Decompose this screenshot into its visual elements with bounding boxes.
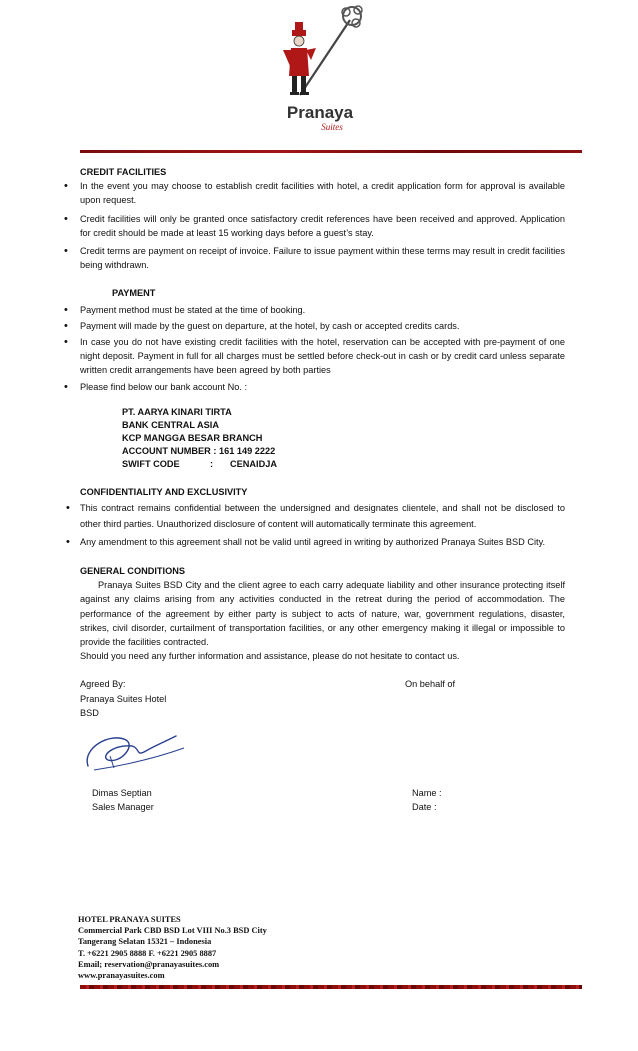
footer-address: Commercial Park CBD BSD Lot VIII No.3 BSD City — [78, 926, 267, 936]
general-conditions — [80, 564, 565, 663]
swift-label: SWIFT CODE — [122, 458, 180, 469]
footer-phone: T. +6221 2905 8888 F. +6221 2905 8887 — [78, 948, 217, 958]
swift-value: CENAIDJA — [230, 458, 277, 469]
hotel-name: Pranaya Suites Hotel — [80, 693, 167, 704]
list-item: • Any amendment to this agreement shall not be valid until agreed in writing by authorized Pranaya Suites BSD City. — [80, 534, 565, 550]
hotel-logo — [270, 0, 370, 135]
signature-scribble — [80, 726, 190, 776]
client-name-label: Name : — [412, 788, 442, 798]
footer-hotel-name: HOTEL PRANAYA SUITES — [78, 915, 181, 924]
confidentiality-list — [80, 500, 565, 550]
signer-name: Dimas Septian — [92, 788, 152, 798]
hotel-address-footer — [78, 914, 267, 981]
pranaya-logo-graphic — [270, 0, 370, 135]
hotel-signatory — [92, 786, 412, 814]
client-date-label: Date : — [412, 802, 437, 813]
signatory-block — [92, 786, 562, 814]
agreed-by-label: Agreed By: — [80, 679, 126, 690]
bank-details — [122, 406, 565, 471]
on-behalf-label: On behalf of — [405, 679, 456, 690]
closing-text: Should you need any further information and assistance, please do not hesitate to contact us. — [80, 651, 460, 662]
payment-list — [80, 303, 565, 394]
logo-brand-text: Pranaya — [286, 103, 354, 122]
list-item: • This contract remains confidential between the undersigned and designates clientele, and shall not be disclosed to other third parties. Unauthorized disclosure of content will automatically terminate this agreement. — [80, 500, 565, 532]
footer-divider — [80, 985, 582, 989]
footer-email: Email; reservation@pranayasuites.com — [78, 959, 220, 969]
bank-branch: KCP MANGGA BESAR BRANCH — [122, 432, 263, 443]
bank-name: BANK CENTRAL ASIA — [122, 419, 219, 430]
credit-list — [80, 179, 565, 272]
general-paragraph: Pranaya Suites BSD City and the client agree to each carry adequate liability and other insurance protecting itself against any claims arising from any activities conducted in the retreat during the period of accommodation. The performance of the agreement by either party is subject to acts of nature, war, government regulations, disaster, strikes, civil disorder, curtailment of transportation facilities, or any other emergency making it illegal or impossible to provide the facilities contracted. — [80, 580, 565, 648]
general-heading: GENERAL CONDITIONS — [80, 566, 185, 577]
handwritten-signature — [80, 726, 190, 776]
footer-website: www.pranayasuites.com — [78, 971, 165, 981]
credit-heading: CREDIT FACILITIES — [80, 167, 167, 177]
swift-separator: : — [210, 458, 214, 469]
logo-tagline-text: Suites — [321, 122, 343, 132]
contract-body — [80, 165, 565, 720]
client-signatory — [412, 786, 562, 814]
bank-swift-code — [122, 458, 565, 471]
bank-account-number: ACCOUNT NUMBER : 161 149 2222 — [122, 445, 276, 456]
confidentiality-heading: CONFIDENTIALITY AND EXCLUSIVITY — [80, 486, 248, 497]
list-item: • In the event you may choose to establish credit facilities with hotel, a credit application form for approval is available upon request. — [80, 179, 565, 207]
signer-title: Sales Manager — [92, 802, 154, 813]
hotel-party — [80, 677, 400, 720]
list-item: • Please find below our bank account No. : — [80, 380, 565, 394]
payment-heading: PAYMENT — [112, 288, 156, 299]
list-item: • Credit terms are payment on receipt of invoice. Failure to issue payment within these terms may result in credit facilities being withdrawn. — [80, 244, 565, 272]
list-item: • Payment method must be stated at the time of booking. — [80, 303, 565, 317]
hotel-location: BSD — [80, 707, 99, 718]
client-party — [405, 677, 565, 720]
footer-city: Tangerang Selatan 15321 – Indonesia — [78, 937, 212, 947]
header-divider — [80, 150, 582, 153]
list-item: • In case you do not have existing credit facilities with the hotel, reservation can be accepted with pre-payment of one night deposit. Payment in full for all charges must be settled before check-out in cash or by credit card unless separate written credit arrangements have been agreed by both parties — [80, 335, 565, 378]
agreement-parties — [80, 677, 565, 720]
list-item: • Credit facilities will only be granted once satisfactory credit references have been received and approved. Application for credit should be made at least 15 working days before a guest’s stay. — [80, 212, 565, 240]
bank-company: PT. AARYA KINARI TIRTA — [122, 406, 232, 417]
list-item: • Payment will made by the guest on departure, at the hotel, by cash or accepted credits cards. — [80, 319, 565, 333]
